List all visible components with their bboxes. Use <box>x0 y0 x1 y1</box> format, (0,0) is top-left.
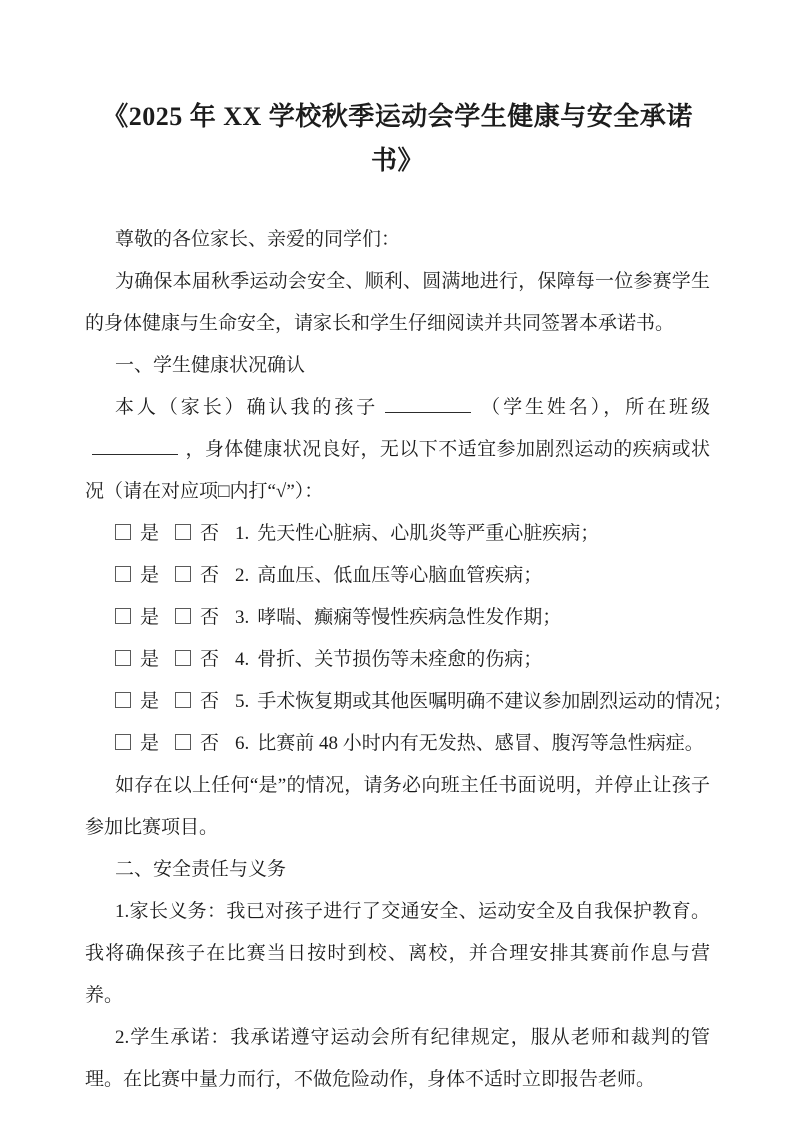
document-title: 《2025 年 XX 学校秋季运动会学生健康与安全承诺书》 <box>102 102 693 175</box>
yes-label: 是 <box>140 733 160 754</box>
checkbox-yes[interactable] <box>115 608 131 624</box>
checkbox-yes[interactable] <box>115 692 131 708</box>
confirm-text-2: （学生姓名），所在班级 <box>478 397 710 418</box>
health-item-row <box>85 513 710 555</box>
checkbox-yes[interactable] <box>115 734 131 750</box>
note-paragraph: 如存在以上任何“是”的情况，请务必向班主任书面说明，并停止让孩子参加比赛项目。 <box>85 775 710 838</box>
no-label: 否 <box>200 523 220 544</box>
health-item-row <box>85 555 710 597</box>
checkbox-no[interactable] <box>175 734 191 750</box>
item-number: 6. <box>235 733 250 754</box>
section1-heading: 一、学生健康状况确认 <box>115 355 306 376</box>
item-text: 先天性心脏病、心肌炎等严重心脏疾病； <box>257 523 600 544</box>
checkbox-no[interactable] <box>175 692 191 708</box>
checkbox-yes[interactable] <box>115 650 131 666</box>
duty-text: 我已对孩子进行了交通安全、运动安全及自我保护教育。我将确保孩子在比赛当日按时到校、离校，并合理安排其赛前作息与营养。 <box>85 901 710 1006</box>
health-item-row <box>85 723 710 765</box>
yes-label: 是 <box>140 607 160 628</box>
blank-student-name[interactable] <box>385 394 471 413</box>
duty-number: 1. <box>115 901 130 922</box>
confirm-line <box>85 387 710 513</box>
no-label: 否 <box>200 691 220 712</box>
pledge-text: 我承诺遵守运动会所有纪律规定，服从老师和裁判的管理。在比赛中量力而行，不做危险动作，身体不适时立即报告老师。 <box>85 1027 710 1090</box>
no-label: 否 <box>200 565 220 586</box>
item-text: 哮喘、癫痫等慢性疾病急性发作期； <box>257 607 562 628</box>
checkbox-no[interactable] <box>175 524 191 540</box>
confirm-text-1: 本人（家长）确认我的孩子 <box>115 397 379 418</box>
no-label: 否 <box>200 733 220 754</box>
item-text: 高血压、低血压等心脑血管疾病； <box>257 565 543 586</box>
pledge-number: 2. <box>115 1027 130 1048</box>
item-text: 骨折、关节损伤等未痊愈的伤病； <box>257 649 543 670</box>
section2-heading: 二、安全责任与义务 <box>115 859 287 880</box>
blank-class[interactable] <box>92 436 178 455</box>
item-number: 1. <box>235 523 250 544</box>
confirm-text-3: ，身体健康状况良好，无以下不适宜参加剧烈运动的疾病或状况（请在对应项□内打“√”）： <box>85 439 710 502</box>
item-number: 5. <box>235 691 250 712</box>
yes-label: 是 <box>140 523 160 544</box>
yes-label: 是 <box>140 649 160 670</box>
checkbox-yes[interactable] <box>115 524 131 540</box>
item-text: 手术恢复期或其他医嘱明确不建议参加剧烈运动的情况； <box>257 691 733 712</box>
health-item-row <box>85 681 733 723</box>
checkbox-no[interactable] <box>175 608 191 624</box>
item-number: 2. <box>235 565 250 586</box>
salutation: 尊敬的各位家长、亲爱的同学们： <box>115 229 401 250</box>
checkbox-yes[interactable] <box>115 566 131 582</box>
duty-label: 家长义务： <box>129 901 227 922</box>
yes-label: 是 <box>140 565 160 586</box>
no-label: 否 <box>200 649 220 670</box>
pledge-label: 学生承诺： <box>129 1027 231 1048</box>
item-text: 比赛前 48 小时内有无发热、感冒、腹泻等急性病症。 <box>257 733 704 754</box>
yes-label: 是 <box>140 691 160 712</box>
checkbox-no[interactable] <box>175 566 191 582</box>
student-pledge-paragraph <box>85 1017 710 1101</box>
item-number: 4. <box>235 649 250 670</box>
parent-duty-paragraph <box>85 891 710 1017</box>
intro-paragraph: 为确保本届秋季运动会安全、顺利、圆满地进行，保障每一位参赛学生的身体健康与生命安全，请家长和学生仔细阅读并共同签署本承诺书。 <box>85 271 710 334</box>
checkbox-no[interactable] <box>175 650 191 666</box>
no-label: 否 <box>200 607 220 628</box>
health-item-row <box>85 639 710 681</box>
health-item-row <box>85 597 710 639</box>
item-number: 3. <box>235 607 250 628</box>
